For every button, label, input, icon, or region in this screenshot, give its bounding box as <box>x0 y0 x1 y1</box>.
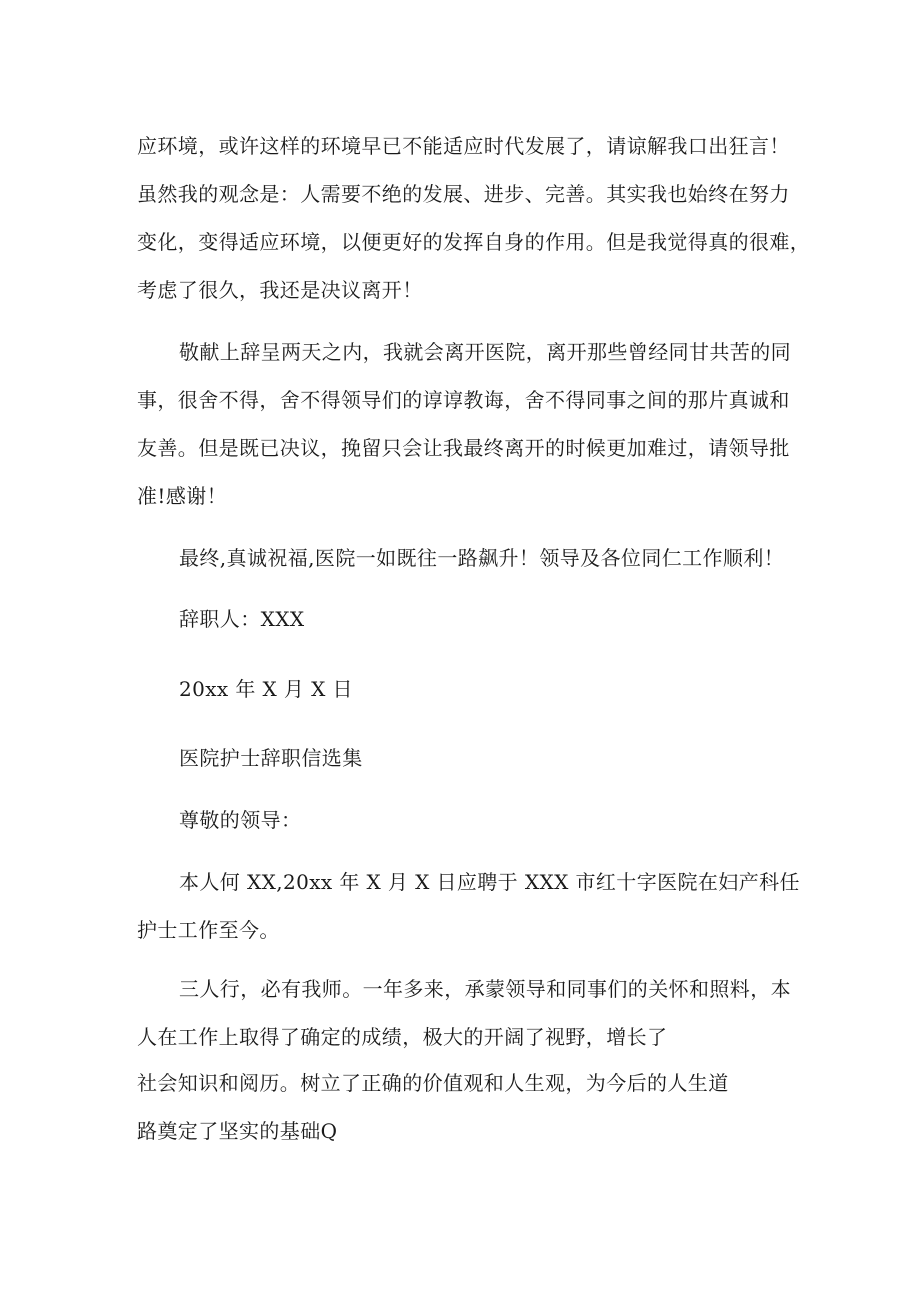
text-line: 虽然我的观念是：人需要不绝的发展、进步、完善。其实我也始终在努力 <box>137 182 790 206</box>
signature: 辞职人：XXX <box>179 607 305 631</box>
text-line: 社会知识和阅历。树立了正确的价值观和人生观，为今后的人生道 <box>137 1071 729 1095</box>
text-line: 应环境，或许这样的环境早已不能适应时代发展了，请谅解我口出狂言！ <box>137 134 790 158</box>
text-line: 护士工作至今。 <box>137 918 280 942</box>
closing-line: 最终,真诚祝福,医院一如既往一路飙升！领导及各位同仁工作顺利！ <box>179 546 785 570</box>
salutation: 尊敬的领导： <box>179 808 302 832</box>
text-line: 本人何 XX,20xx 年 X 月 X 日应聘于 XXX 市红十字医院在妇产科任 <box>179 870 800 894</box>
text-line: 考虑了很久，我还是决议离开！ <box>137 278 423 302</box>
date: 20xx 年 X 月 X 日 <box>179 677 353 701</box>
text-line: 敬献上辞呈两天之内，我就会离开医院，离开那些曾经同甘共苦的同 <box>179 340 791 364</box>
text-line: 事，很舍不得，舍不得领导们的谆谆教诲，舍不得同事之间的那片真诚和 <box>137 388 790 412</box>
text-line: 路奠定了坚实的基础Q <box>137 1119 338 1143</box>
text-line: 三人行，必有我师。一年多来，承蒙领导和同事们的关怀和照料，本 <box>179 977 791 1001</box>
section-title: 医院护士辞职信选集 <box>179 746 363 770</box>
text-line: 变化，变得适应环境，以便更好的发挥自身的作用。但是我觉得真的很难， <box>137 230 811 254</box>
text-line: 友善。但是既已决议，挽留只会让我最终离开的时候更加难过，请领导批 <box>137 436 790 460</box>
text-line: 人在工作上取得了确定的成绩，极大的开阔了视野，增长了 <box>137 1025 668 1049</box>
text-line: 准!感谢！ <box>137 484 228 508</box>
